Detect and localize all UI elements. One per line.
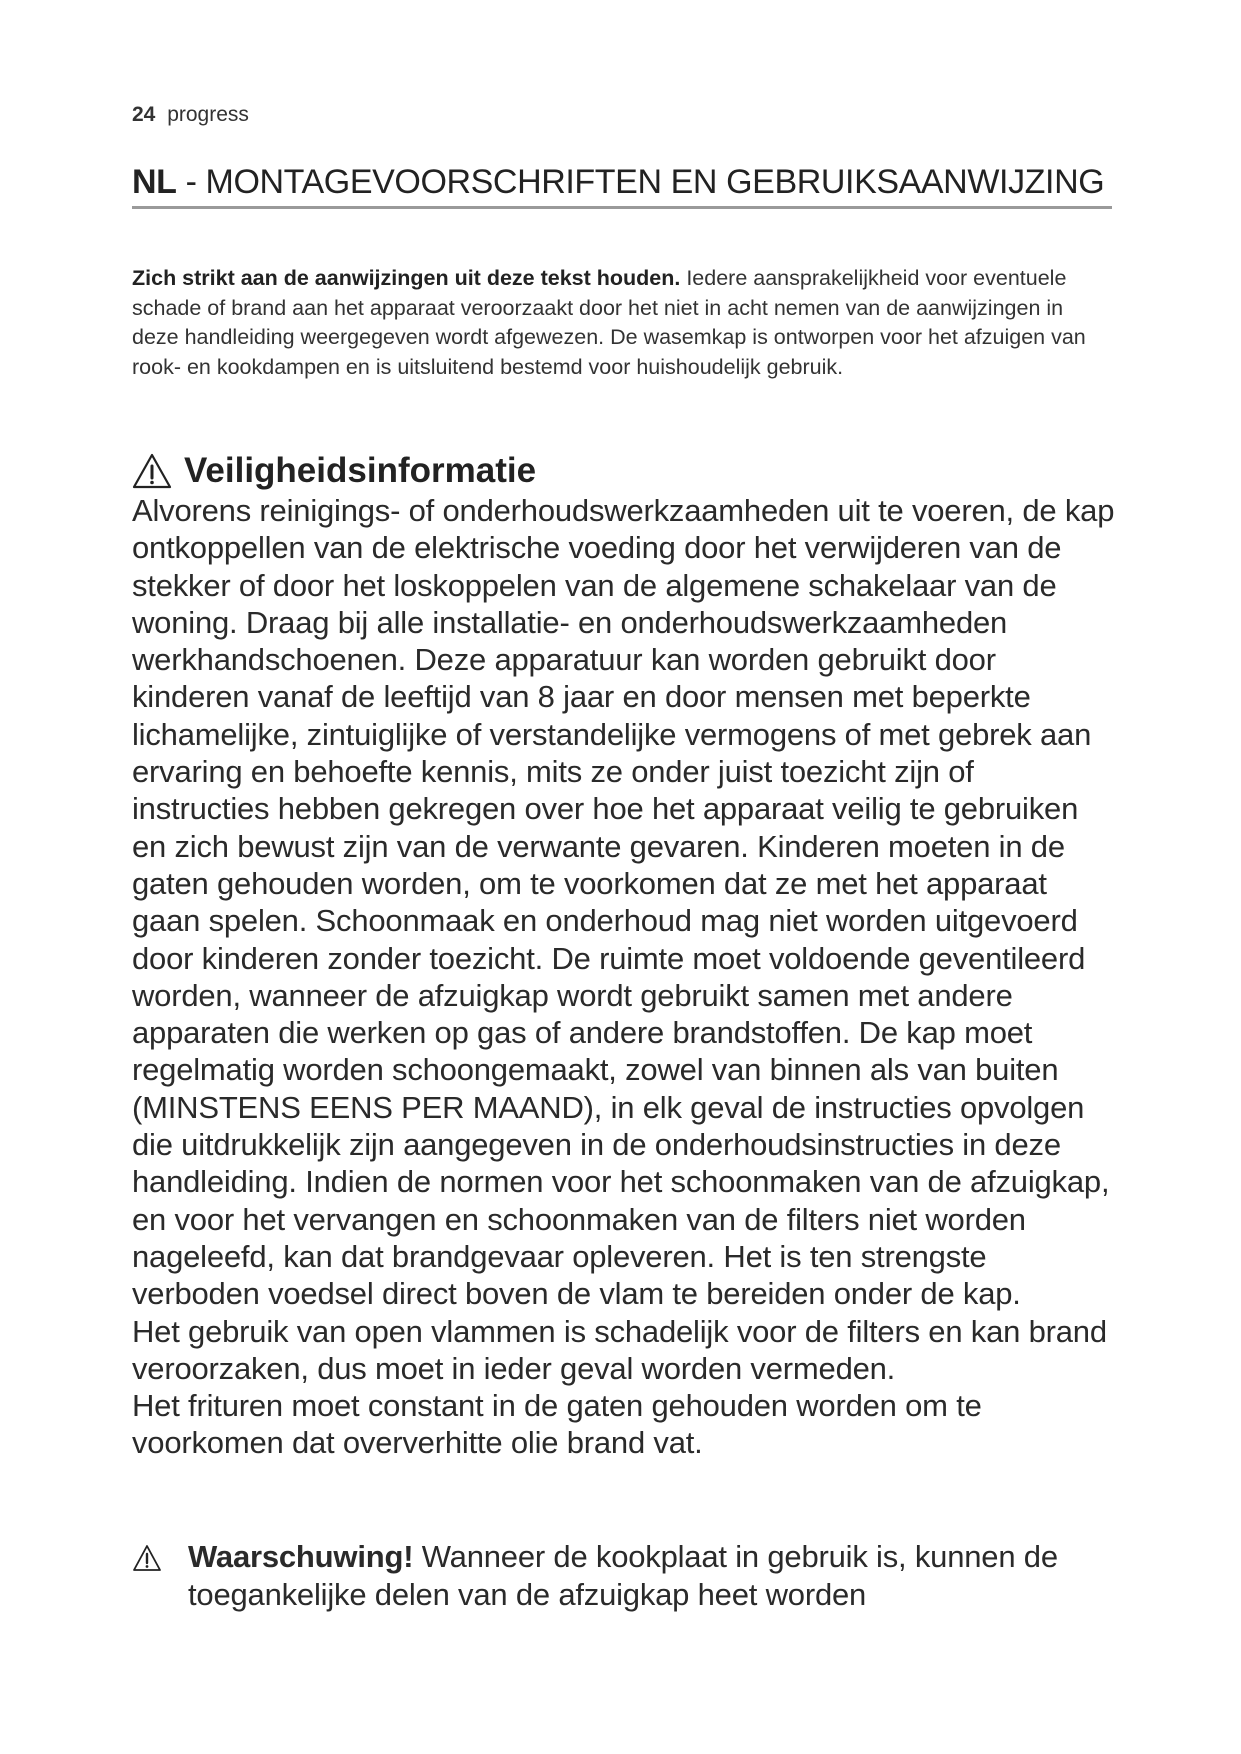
intro-paragraph	[132, 264, 1112, 382]
safety-paragraph: Alvorens reinigings- of onderhoudswerkzaamheden uit te voeren, de kap ontkoppellen van de elektrische voeding door het verwijderen van de stekker of door het loskoppelen van de algemene schakelaar van de woning. Draag bij alle installatie- en onderhoudswerkzaamheden werkhandschoenen. Deze apparatuur kan worden gebruikt door kinderen vanaf de leeftijd van 8 jaar en door mensen met beperkte lichamelijke, zintuiglijke of verstandelijke vermogens of met gebrek aan ervaring en behoefte kennis, mits ze onder juist toezicht zijn of instructies hebben gekregen over hoe het apparaat veilig te gebruiken en zich bewust zijn van de verwante gevaren. Kinderen moeten in de gaten gehouden worden, om te voorkomen dat ze met het apparaat gaan spelen. Schoonmaak en onderhoud mag niet worden uitgevoerd door kinderen zonder toezicht. De ruimte moet voldoende geventileerd worden, wanneer de afzuigkap wordt gebruikt samen met andere apparaten die werken op gas of andere brandstoffen. De kap moet regelmatig worden schoongemaakt, zowel van binnen als van buiten (MINSTENS EENS PER MAAND), in elk geval de instructies opvolgen die uitdrukkelijk zijn aangegeven in de onderhoudsinstructies in deze handleiding. Indien de normen voor het schoonmaken van de afzuigkap, en voor het vervangen en schoonmaken van de filters niet worden nageleefd, kan dat brandgevaar opleveren. Het is ten strengste verboden voedsel direct boven de vlam te bereiden onder de kap.	[132, 493, 1115, 1312]
document-title	[132, 163, 1112, 209]
intro-text: Iedere aansprakelijkheid voor eventuele schade of brand aan het apparaat veroorzaakt door het niet in acht nemen van de aanwijzingen in deze handleiding weergegeven wordt afgewezen. De wasemkap is ontworpen voor het afzuigen van rook- en kookdampen en is uitsluitend bestemd voor huishoudelijk gebruik.	[132, 266, 1086, 379]
language-code: NL	[132, 163, 177, 201]
title-separator: -	[176, 163, 206, 201]
warning-text	[188, 1538, 1117, 1613]
warning-triangle-icon	[132, 1544, 162, 1572]
intro-lead: Zich strikt aan de aanwijzingen uit deze tekst houden.	[132, 266, 681, 290]
warning-label: Waarschuwing!	[188, 1539, 414, 1574]
safety-heading	[132, 451, 536, 491]
warning-message: Wanneer de kookplaat in gebruik is, kunnen de toegankelijke delen van de afzuigkap heet worden	[188, 1539, 1058, 1612]
page-number: 24	[132, 103, 156, 126]
brand-name: progress	[167, 103, 249, 126]
safety-heading-text: Veiligheidsinformatie	[184, 451, 537, 490]
safety-paragraph: Het frituren moet constant in de gaten gehouden worden om te voorkomen dat oververhitte olie brand vat.	[132, 1388, 982, 1461]
warning-block	[132, 1538, 1117, 1613]
safety-paragraph: Het gebruik van open vlammen is schadelijk voor de filters en kan brand veroorzaken, dus moet in ieder geval worden vermeden.	[132, 1313, 1107, 1386]
safety-body	[132, 492, 1117, 1462]
page-header	[132, 103, 249, 127]
title-text: MONTAGEVOORSCHRIFTEN EN GEBRUIKSAANWIJZING	[205, 163, 1105, 201]
warning-triangle-icon	[132, 453, 172, 489]
